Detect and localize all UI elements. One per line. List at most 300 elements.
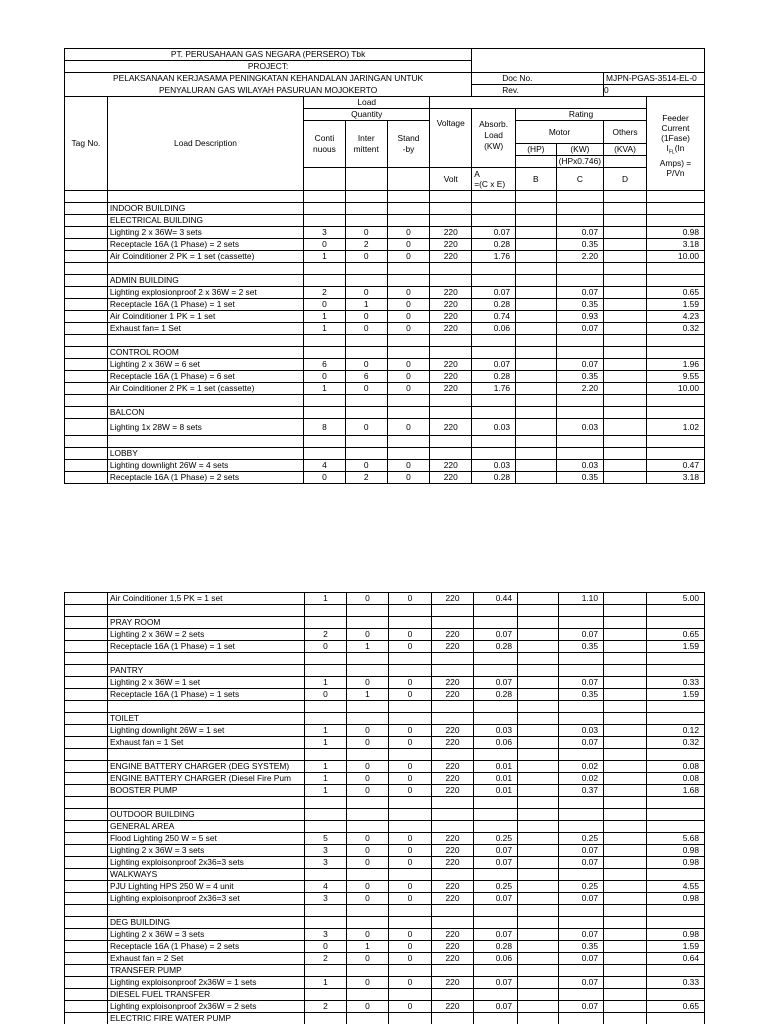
cell-tag (65, 725, 108, 737)
cell-others-kva (604, 215, 647, 227)
cell-motor-hp (516, 215, 557, 227)
cell-voltage: 220 (430, 419, 472, 436)
cell-others-kva (604, 593, 647, 605)
cell-motor-kw: 1.10 (559, 593, 604, 605)
cell-tag (65, 977, 108, 989)
cell-voltage (432, 821, 474, 833)
cell-voltage (432, 797, 474, 809)
cell-motor-hp (516, 227, 557, 239)
cell-absorbed-load: 0.06 (472, 323, 516, 335)
cell-standby (389, 797, 432, 809)
cell-motor-hp (516, 251, 557, 263)
cell-absorbed-load (474, 653, 518, 665)
cell-voltage: 220 (432, 893, 474, 905)
cell-motor-kw (559, 665, 604, 677)
col-a-label: A =(C x E) (472, 168, 516, 191)
cell-voltage: 220 (432, 881, 474, 893)
project-label: PROJECT: (65, 61, 472, 73)
table-row (65, 785, 705, 797)
cell-others-kva (604, 641, 647, 653)
cell-continuous: 1 (305, 677, 347, 689)
cell-others-kva (604, 773, 647, 785)
cell-intermittent (345, 395, 387, 407)
cell-intermittent (347, 749, 389, 761)
cell-motor-hp (516, 460, 557, 472)
cell-standby (387, 448, 430, 460)
cell-motor-hp (516, 407, 557, 419)
cell-feeder-current (646, 407, 704, 419)
table-row (65, 436, 705, 448)
cell-motor-hp (518, 1001, 559, 1013)
cell-motor-kw (559, 713, 604, 725)
cell-description: Lighting 2 x 36W = 2 sets (108, 629, 305, 641)
cell-standby (387, 395, 430, 407)
volt-unit: Volt (430, 168, 472, 191)
cell-description: WALKWAYS (108, 869, 305, 881)
standby-header: Stand -by (387, 121, 430, 168)
cell-absorbed-load: 1.76 (472, 251, 516, 263)
tag-no-header: Tag No. (65, 97, 108, 191)
cell-intermittent: 0 (347, 629, 389, 641)
cell-motor-kw: 0.35 (559, 941, 604, 953)
table-row (65, 215, 705, 227)
doc-no-label: Doc No. (472, 73, 604, 85)
cell-feeder-current: 0.98 (646, 227, 704, 239)
cell-feeder-current: 0.64 (647, 953, 705, 965)
col-c-label: C (556, 168, 603, 191)
cell-standby (387, 275, 430, 287)
cell-motor-hp (516, 323, 557, 335)
cell-absorbed-load (474, 665, 518, 677)
cell-intermittent (347, 617, 389, 629)
cell-intermittent: 1 (345, 299, 387, 311)
cell-standby (389, 869, 432, 881)
cell-feeder-current: 0.47 (646, 460, 704, 472)
cell-tag (65, 299, 108, 311)
cell-standby: 0 (389, 773, 432, 785)
project-line-2: PENYALURAN GAS WILAYAH PASURUAN MOJOKERTO (65, 85, 472, 97)
cell-standby: 0 (389, 761, 432, 773)
load-list-table-bottom (64, 592, 705, 1024)
cell-voltage (430, 347, 472, 359)
cell-continuous: 1 (304, 311, 346, 323)
cell-feeder-current (647, 905, 705, 917)
cell-description: Lighting exploisonproof 2x36=3 set (108, 893, 305, 905)
cell-standby (387, 436, 430, 448)
cell-standby: 0 (389, 725, 432, 737)
cell-tag (65, 605, 108, 617)
cell-description: Exhaust fan = 2 Set (108, 953, 305, 965)
cell-tag (65, 407, 108, 419)
cell-continuous (304, 191, 346, 203)
kw-note: (HPx0.746) (556, 156, 603, 168)
cell-intermittent (345, 263, 387, 275)
cell-motor-hp (516, 448, 557, 460)
cell-feeder-current (646, 436, 704, 448)
cell-motor-hp (518, 797, 559, 809)
cell-absorbed-load (472, 191, 516, 203)
cell-others-kva (604, 869, 647, 881)
cell-tag (65, 275, 108, 287)
cell-voltage: 220 (432, 593, 474, 605)
cell-voltage: 220 (432, 725, 474, 737)
cell-absorbed-load (474, 989, 518, 1001)
cell-description: Air Coinditioner 2 PK = 1 set (cassette) (107, 251, 303, 263)
cell-intermittent: 0 (345, 311, 387, 323)
table-row (65, 287, 705, 299)
cell-tag (65, 797, 108, 809)
cell-absorbed-load (472, 347, 516, 359)
cell-tag (65, 203, 108, 215)
cell-motor-kw: 0.25 (559, 833, 604, 845)
cell-motor-kw (556, 203, 603, 215)
cell-intermittent: 1 (347, 941, 389, 953)
table-row (65, 665, 705, 677)
cell-voltage (432, 665, 474, 677)
cell-voltage: 220 (430, 287, 472, 299)
cell-others-kva (604, 905, 647, 917)
cell-voltage: 220 (432, 833, 474, 845)
cell-voltage: 220 (430, 227, 472, 239)
table-row (65, 641, 705, 653)
cell-tag (65, 953, 108, 965)
cell-motor-hp (516, 275, 557, 287)
cell-others-kva (604, 785, 647, 797)
cell-tag (65, 989, 108, 1001)
cell-standby (389, 713, 432, 725)
cell-motor-kw: 0.25 (559, 881, 604, 893)
cell-voltage: 220 (432, 629, 474, 641)
cell-motor-kw: 0.07 (559, 629, 604, 641)
cell-motor-hp (516, 239, 557, 251)
cell-continuous (305, 869, 347, 881)
cell-standby: 0 (387, 359, 430, 371)
table-row (65, 227, 705, 239)
cell-absorbed-load: 0.07 (474, 1001, 518, 1013)
cell-tag (65, 653, 108, 665)
cell-tag (65, 905, 108, 917)
cell-feeder-current: 5.00 (647, 593, 705, 605)
cell-standby: 0 (389, 737, 432, 749)
cell-standby: 0 (387, 287, 430, 299)
cell-intermittent: 0 (345, 460, 387, 472)
cell-absorbed-load (474, 749, 518, 761)
cell-motor-hp (518, 953, 559, 965)
cell-voltage: 220 (430, 460, 472, 472)
cell-motor-hp (518, 917, 559, 929)
cell-absorbed-load: 0.25 (474, 881, 518, 893)
cell-description (108, 653, 305, 665)
cell-others-kva (604, 929, 647, 941)
cell-description: DIESEL FUEL TRANSFER (108, 989, 305, 1001)
cell-voltage (432, 713, 474, 725)
cell-motor-hp (518, 773, 559, 785)
cell-motor-hp (518, 929, 559, 941)
cell-absorbed-load: 0.25 (474, 833, 518, 845)
cell-feeder-current: 1.59 (647, 689, 705, 701)
cell-continuous (304, 347, 346, 359)
cell-continuous (304, 275, 346, 287)
cell-continuous (305, 605, 347, 617)
cell-others-kva (604, 395, 647, 407)
cell-description: ELECTRICAL BUILDING (107, 215, 303, 227)
table-row (65, 821, 705, 833)
cell-standby: 0 (389, 629, 432, 641)
cell-voltage: 220 (432, 941, 474, 953)
cell-description: Receptacle 16A (1 Phase) = 2 sets (107, 472, 303, 484)
cell-absorbed-load (474, 1013, 518, 1024)
col-d-label: D (604, 168, 647, 191)
cell-motor-kw: 0.03 (559, 725, 604, 737)
cell-others-kva (604, 203, 647, 215)
cell-standby (387, 203, 430, 215)
cell-standby: 0 (387, 419, 430, 436)
cell-standby (389, 989, 432, 1001)
cell-voltage (430, 436, 472, 448)
table-row (65, 677, 705, 689)
cell-voltage: 220 (432, 857, 474, 869)
cell-motor-kw: 0.07 (559, 977, 604, 989)
cell-feeder-current: 3.18 (646, 472, 704, 484)
cell-intermittent: 0 (347, 953, 389, 965)
cell-motor-kw: 0.07 (559, 1001, 604, 1013)
cell-motor-hp (516, 436, 557, 448)
table-row (65, 773, 705, 785)
cell-continuous: 3 (305, 857, 347, 869)
cell-absorbed-load (472, 407, 516, 419)
cell-description: Lighting explosionproof 2 x 36W = 2 set (107, 287, 303, 299)
cell-motor-kw (559, 605, 604, 617)
cell-voltage: 220 (432, 761, 474, 773)
cell-intermittent: 0 (347, 977, 389, 989)
cell-intermittent (345, 215, 387, 227)
cell-intermittent: 0 (347, 593, 389, 605)
cell-continuous: 3 (305, 893, 347, 905)
cell-intermittent: 0 (345, 227, 387, 239)
table-body-bottom (65, 593, 705, 1024)
cell-others-kva (604, 989, 647, 1001)
cell-continuous: 0 (305, 641, 347, 653)
cell-feeder-current: 0.08 (647, 773, 705, 785)
cell-motor-kw (556, 407, 603, 419)
cell-motor-hp (516, 263, 557, 275)
cell-continuous (305, 905, 347, 917)
cell-motor-kw: 0.07 (556, 227, 603, 239)
project-line-1: PELAKSANAAN KERJASAMA PENINGKATAN KEHANDALAN JARINGAN UNTUK (65, 73, 472, 85)
cell-intermittent (347, 917, 389, 929)
cell-intermittent: 1 (347, 641, 389, 653)
cell-standby: 0 (389, 785, 432, 797)
cell-feeder-current (646, 275, 704, 287)
cell-tag (65, 1001, 108, 1013)
cell-intermittent (345, 347, 387, 359)
cell-continuous: 3 (304, 227, 346, 239)
cell-feeder-current: 0.33 (647, 977, 705, 989)
cell-tag (65, 689, 108, 701)
cell-continuous (305, 809, 347, 821)
cell-tag (65, 191, 108, 203)
cell-voltage (430, 263, 472, 275)
cell-absorbed-load (474, 605, 518, 617)
cell-intermittent: 0 (345, 287, 387, 299)
cell-motor-kw (556, 335, 603, 347)
cell-tag (65, 929, 108, 941)
cell-motor-kw (556, 275, 603, 287)
cell-description: PRAY ROOM (108, 617, 305, 629)
cell-others-kva (604, 472, 647, 484)
cell-continuous: 0 (304, 371, 346, 383)
cell-motor-hp (516, 311, 557, 323)
cell-motor-kw (559, 905, 604, 917)
cell-description: Flood Lighting 250 W = 5 set (108, 833, 305, 845)
cell-description: ELECTRIC FIRE WATER PUMP (108, 1013, 305, 1024)
cell-motor-hp (518, 881, 559, 893)
table-row (65, 419, 705, 436)
cell-motor-kw: 0.03 (556, 460, 603, 472)
cell-others-kva (604, 833, 647, 845)
cell-motor-hp (516, 371, 557, 383)
cell-motor-hp (518, 809, 559, 821)
cell-motor-kw: 0.35 (559, 689, 604, 701)
cell-standby: 0 (389, 641, 432, 653)
cell-tag (65, 701, 108, 713)
table-row (65, 749, 705, 761)
cell-intermittent: 0 (347, 881, 389, 893)
cell-standby (387, 215, 430, 227)
cell-standby: 0 (387, 251, 430, 263)
cell-absorbed-load: 0.28 (472, 472, 516, 484)
cell-description: Receptacle 16A (1 Phase) = 1 sets (108, 689, 305, 701)
cell-standby: 0 (387, 311, 430, 323)
cell-standby (387, 335, 430, 347)
cell-others-kva (604, 629, 647, 641)
cell-motor-kw: 2.20 (556, 251, 603, 263)
cell-motor-kw: 0.35 (556, 371, 603, 383)
cell-feeder-current (647, 605, 705, 617)
cell-others-kva (604, 845, 647, 857)
cell-motor-kw (559, 701, 604, 713)
cell-intermittent: 0 (345, 323, 387, 335)
cell-motor-hp (516, 335, 557, 347)
cell-intermittent: 0 (347, 737, 389, 749)
cell-intermittent: 0 (345, 419, 387, 436)
quantity-header: Quantity (304, 109, 430, 121)
cell-tag (65, 287, 108, 299)
cell-description (108, 905, 305, 917)
cell-standby (389, 749, 432, 761)
cell-others-kva (604, 977, 647, 989)
cell-voltage (432, 617, 474, 629)
cell-absorbed-load: 0.44 (474, 593, 518, 605)
cell-absorbed-load (474, 617, 518, 629)
cell-motor-kw: 0.02 (559, 773, 604, 785)
cell-absorbed-load: 1.76 (472, 383, 516, 395)
cell-description: PJU Lighting HPS 250 W = 4 unit (108, 881, 305, 893)
cell-tag (65, 677, 108, 689)
table-row (65, 893, 705, 905)
cell-voltage (432, 869, 474, 881)
cell-motor-hp (518, 749, 559, 761)
cell-continuous: 2 (304, 287, 346, 299)
cell-continuous (305, 989, 347, 1001)
cell-others-kva (604, 359, 647, 371)
cell-others-kva (604, 701, 647, 713)
cell-tag (65, 713, 108, 725)
cell-feeder-current (647, 653, 705, 665)
cell-description: Lighting 2 x 36W = 1 set (108, 677, 305, 689)
cell-description: GENERAL AREA (108, 821, 305, 833)
cell-others-kva (604, 287, 647, 299)
table-row (65, 881, 705, 893)
rev-value: 0 (604, 85, 705, 97)
cell-motor-kw: 0.07 (559, 857, 604, 869)
cell-motor-kw: 0.03 (556, 419, 603, 436)
cell-description (108, 701, 305, 713)
cell-absorbed-load: 0.07 (474, 893, 518, 905)
cell-feeder-current: 0.32 (646, 323, 704, 335)
cell-standby (387, 263, 430, 275)
cell-continuous: 1 (305, 785, 347, 797)
cell-feeder-current: 0.65 (647, 1001, 705, 1013)
cell-feeder-current (646, 203, 704, 215)
cell-motor-kw: 0.07 (559, 929, 604, 941)
cell-others-kva (604, 617, 647, 629)
cell-voltage (430, 275, 472, 287)
cell-voltage: 220 (430, 359, 472, 371)
cell-absorbed-load: 0.06 (474, 953, 518, 965)
cell-description (107, 263, 303, 275)
cell-feeder-current (647, 701, 705, 713)
cell-standby: 0 (389, 977, 432, 989)
cell-description: Lighting downlight 26W = 4 sets (107, 460, 303, 472)
cell-others-kva (604, 677, 647, 689)
feeder-current-header: Feeder Current (1Fase) $I_{FL}(In$ Amps) = P/Vn (646, 97, 704, 191)
cell-motor-hp (516, 359, 557, 371)
cell-absorbed-load: 0.06 (474, 737, 518, 749)
cell-description: LOBBY (107, 448, 303, 460)
cell-motor-hp (518, 761, 559, 773)
cell-tag (65, 251, 108, 263)
cell-others-kva (604, 821, 647, 833)
cell-standby (387, 407, 430, 419)
cell-motor-hp (518, 725, 559, 737)
cell-standby: 0 (387, 299, 430, 311)
cell-tag (65, 371, 108, 383)
cell-continuous (305, 665, 347, 677)
cell-motor-kw (556, 263, 603, 275)
cell-intermittent (347, 869, 389, 881)
cell-voltage: 220 (432, 677, 474, 689)
cell-motor-hp (516, 419, 557, 436)
cell-others-kva (604, 263, 647, 275)
cell-continuous (305, 713, 347, 725)
cell-voltage (432, 701, 474, 713)
cell-intermittent: 0 (345, 359, 387, 371)
cell-motor-hp (518, 821, 559, 833)
cell-motor-kw: 0.07 (559, 677, 604, 689)
cell-standby: 0 (389, 857, 432, 869)
cell-absorbed-load: 0.28 (472, 239, 516, 251)
cell-absorbed-load: 0.07 (472, 227, 516, 239)
cell-feeder-current: 10.00 (646, 383, 704, 395)
cell-tag (65, 472, 108, 484)
cell-description: BALCON (107, 407, 303, 419)
cell-voltage (430, 335, 472, 347)
cell-motor-hp (516, 191, 557, 203)
table-row (65, 845, 705, 857)
cell-absorbed-load (472, 203, 516, 215)
cell-intermittent: 0 (347, 857, 389, 869)
